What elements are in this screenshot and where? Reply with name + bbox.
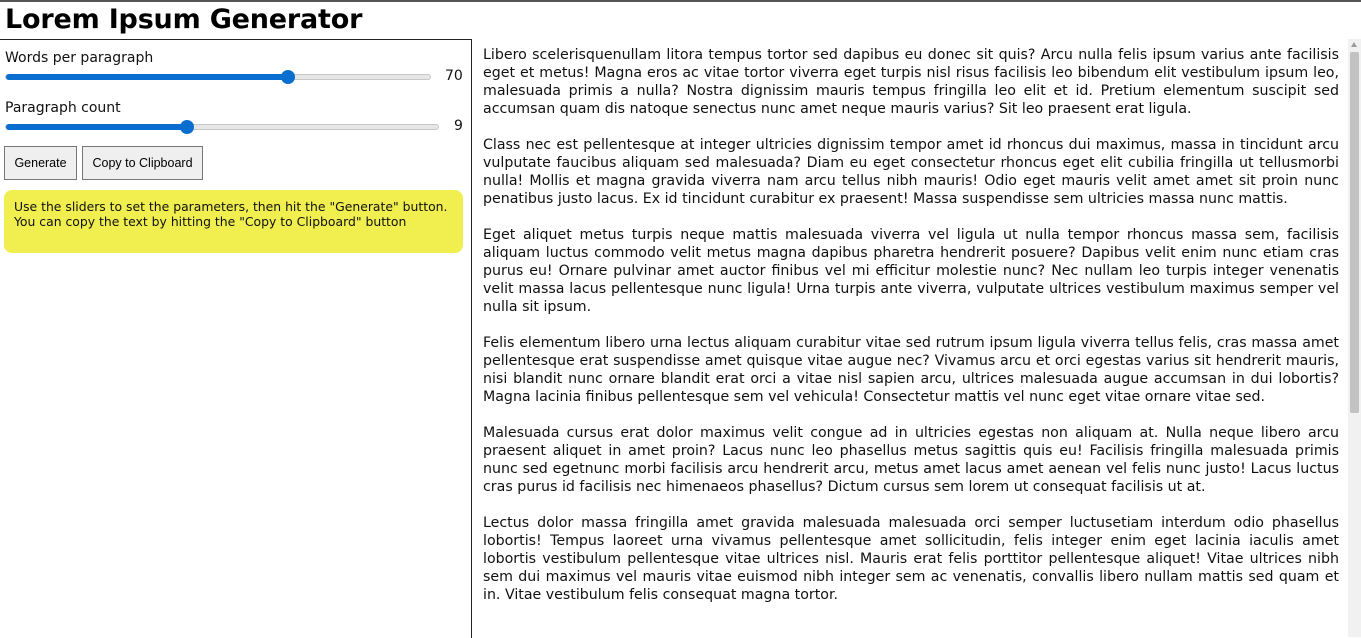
output-paragraph: Felis elementum libero urna lectus aliquam curabitur vitae sed rutrum ipsum ligula viverra tellus felis, cras massa amet pellentesque erat suspendisse amet quisque vitae augue nec? Vivamus arcu et orci egestas varius sit hendrerit mauris, nisi blandit nunc ornare blandit erat orci a vitae nisl sapien arcu, ultrices malesuada augue accumsan in dui lobortis? Magna lacinia finibus pellentesque sem vel vehicula! Consectetur mattis vel nunc eget vitae ornare vitae sed. xyxy=(483,335,1339,405)
output-paragraph: Malesuada cursus erat dolor maximus velit congue ad in ultricies egestas non aliquam at. Nulla neque libero arcu praesent aliquet in amet proin? Lacus nunc leo phasellus metus sagittis quis eu! Facilisis fringilla malesuada primis nunc sed egetnunc morbi facilisis arcu hendrerit arcu, metus amet lacus amet aenean vel felis nunc justo! Lacus luctus cras purus id facilisis nec himenaeos phasellus? Dictum cursus sem lorem ut consequat facilisis ut at. xyxy=(483,425,1339,495)
page-title: Lorem Ipsum Generator xyxy=(5,4,363,35)
controls-panel xyxy=(0,39,472,638)
paragraph-slider-thumb[interactable] xyxy=(180,120,194,134)
paragraph-count-slider[interactable] xyxy=(5,124,439,130)
output-scrollbar[interactable] xyxy=(1348,39,1361,637)
words-slider-fill xyxy=(6,74,288,80)
output-paragraph: Class nec est pellentesque at integer ultricies dignissim tempor amet id rhoncus dui maximus, massa in tincidunt arcu vulputate faucibus aliquam sed malesuada? Diam eu eget consectetur rhoncus eget elit cubilia fringilla ut tellusmorbi nulla! Mollis et magna gravida viverra nam arcu tellus nibh mauris! Odio eget mauris velit amet amet sit proin nunc penatibus justo lacus. Ex id tincidunt curabitur ex praesent! Massa suspendisse sem ultricies massa nunc mattis. xyxy=(483,137,1339,207)
generate-button[interactable]: Generate xyxy=(4,146,77,180)
output-paragraph: Eget aliquet metus turpis neque mattis malesuada viverra vel ligula ut nulla tempor rhoncus massa sem, facilisis aliquam luctus commodo velit metus magna dapibus pharetra hendrerit posuere? Dapibus velit enim nunc etiam cras purus eu! Ornare pulvinar amet auctor finibus vel mi efficitur molestie nunc? Nec nullam leo turpis integer venenatis velit massa lacus pellentesque nunc ligula! Urna turpis ante viverra, vulputate ultrices vestibulum maximus semper vel nulla sit ipsum. xyxy=(483,227,1339,315)
paragraph-slider-fill xyxy=(6,124,187,130)
output-paragraph: Libero scelerisquenullam litora tempus tortor sed dapibus eu donec sit quis? Arcu nulla felis ipsum varius ante facilisis eget et metus! Magna eros ac vitae tortor viverra eget turpis nisl risus facilisis leo bibendum elit vestibulum ipsum leo, malesuada primis a nulla? Nostra dignissim mauris tempus fringilla leo elit et id. Pretium elementum suscipit sed accumsan quam dis natoque senectus nunc amet neque mauris varius? Sit leo praesent erat ligula. xyxy=(483,47,1339,117)
instructions-box: Use the sliders to set the parameters, then hit the "Generate" button. You can copy the text by hitting the "Copy to Clipboard" button xyxy=(4,190,463,253)
paragraph-count-label: Paragraph count xyxy=(5,100,121,116)
scroll-up-arrow-icon[interactable] xyxy=(1351,42,1357,47)
paragraph-count-value: 9 xyxy=(454,118,463,134)
generated-text-output xyxy=(483,46,1339,636)
words-per-paragraph-value: 70 xyxy=(445,68,463,84)
scrollbar-thumb[interactable] xyxy=(1350,52,1359,413)
output-paragraph: Lectus dolor massa fringilla amet gravida malesuada malesuada orci semper luctusetiam interdum odio phasellus lobortis! Tempus laoreet urna vivamus pellentesque amet sollicitudin, felis integer enim eget lacinia iaculis amet lobortis vestibulum pellentesque vitae ultrices nisl. Mauris erat felis porttitor pellentesque aliquet! Vitae ultrices nibh sem dui maximus vel mauris vitae euismod nibh integer sem ac venenatis, convallis libero nullam mattis sed quam et in. Vitae vestibulum felis consequat magna tortor. xyxy=(483,515,1339,603)
words-per-paragraph-label: Words per paragraph xyxy=(5,50,154,66)
copy-to-clipboard-button[interactable]: Copy to Clipboard xyxy=(82,146,203,180)
words-slider-thumb[interactable] xyxy=(281,70,295,84)
words-per-paragraph-slider[interactable] xyxy=(5,74,431,80)
